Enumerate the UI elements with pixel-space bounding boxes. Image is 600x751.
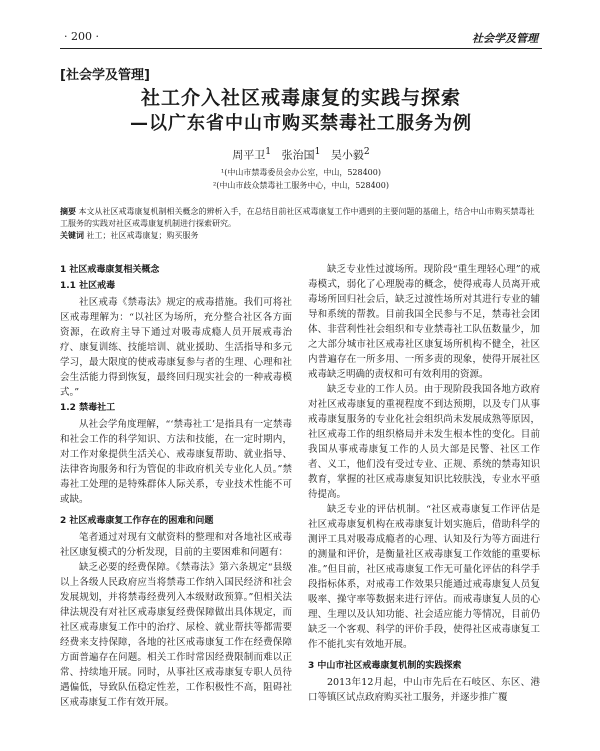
- journal-name: 社会学及管理: [472, 32, 538, 45]
- abstract-text: 本文从社区戒毒康复机制相关概念的辨析入手，在总结目前社区戒毒康复工作中遇到的主要问题的基础上，结合中山市购买禁毒社工服务的实践对社区戒毒康复机制进行探索研究。: [60, 207, 535, 228]
- paragraph: 缺乏专业的评估机制。“社区戒毒康复工作评估是社区戒毒康复机构在戒毒康复计划实施后，借助科学的测评工具对吸毒成瘾者的心理、认知及行为等方面进行的测量和评价，是衡量社区戒毒康复工作效能的重要标准。”但目前，社区戒毒康复工作无可量化评估的科学手段指标体系，对戒毒工作效果只能通过戒毒康复人员复吸率、操守率等数据来进行评估。而戒毒康复人员的心理、生理以及认知功能、社会适应能力等情况，目前仍缺乏一个客观、科学的评价手段，使得社区戒毒康复工作不能扎实有效地开展。: [308, 504, 540, 650]
- body-column-right: [308, 262, 540, 742]
- section-heading: 2 社区戒毒康复工作存在的困难和问题: [60, 516, 214, 526]
- running-header: [0, 30, 600, 44]
- column-tag: [社会学及管理]: [60, 68, 150, 83]
- article-subtitle: —以广东省中山市购买禁毒社工服务为例: [130, 113, 472, 134]
- paragraph: 从社会学角度理解，“‘禁毒社工’是指具有一定禁毒和社会工作的科学知识、方法和技能，在一定时期内，对工作对象提供生活关心、戒毒康复帮助、就业指导、法律咨询服务和行为管促的非政府机关专业化人员。”禁毒社工处理的是特殊群体人际关系，专业技术性能不可或缺。: [60, 419, 292, 505]
- paragraph: 缺乏专业的工作人员。由于现阶段我国各地方政府对社区戒毒康复的重视程度不到达预期，以及专门从事戒毒康复服务的专业化社会组织尚未发展成熟等原因，社区戒毒工作的组织格局并未发生根本性的变化。目前我国从事戒毒康复工作的人员大部是民警、社区工作者、义工，他们没有受过专业、正规、系统的禁毒知识教育，掌握的社区戒毒康复知识比较肤浅，专业水平亟待提高。: [308, 384, 540, 500]
- section-heading: 3 中山市社区戒毒康复机制的实践探索: [308, 661, 462, 671]
- subsection-heading: 1.2 禁毒社工: [60, 403, 116, 413]
- affiliations: [60, 166, 542, 192]
- paragraph: 社区戒毒《禁毒法》规定的戒毒措施。我们可将社区戒毒理解为：“以社区为场所，充分整合社区各方面资源，在政府主导下通过对吸毒成瘾人员开展戒毒治疗、康复训练、技能培训、就业援助、生活指导和多元学习，最大限度的使戒毒康复参与者的生理、心理和社会生活能力得到恢复，最终回归现实社会的一种戒毒模式。”: [60, 297, 292, 398]
- keywords-text: 社工；社区戒毒康复；购买服务: [86, 231, 199, 240]
- author-affil-mark: 1: [265, 146, 272, 157]
- title-block: [60, 86, 542, 136]
- abstract: [60, 206, 540, 242]
- keywords-label: 关键词: [60, 231, 84, 240]
- article-title: 社工介入社区戒毒康复的实践与探索: [140, 87, 461, 109]
- paragraph: 缺乏必要的经费保障。《禁毒法》第六条规定“县级以上各级人民政府应当将禁毒工作纳入国民经济和社会发展规划，并将禁毒经费列入本级财政预算。”但相关法律法规没有对社区戒毒康复经费保障做出具体规定，而社区戒毒康复工作中的治疗、尿检、就业帮扶等都需要经费来支持保障，各地的社区戒毒康复工作在经费保障方面普遍存在问题。相关工作时常因经费限制而难以正常、持续地开展。同时，从事社区戒毒康复专职人员待遇偏低，导致队伍稳定性差，工作积极性不高，阻碍社区戒毒康复工作有效开展。: [60, 562, 292, 708]
- author-name: 张治国: [281, 148, 315, 162]
- author-name: 周平卫: [232, 148, 266, 162]
- author-list: [60, 146, 542, 163]
- paragraph: 笔者通过对现有文献资料的整理和对各地社区戒毒社区康复模式的分析发现，目前的主要困难和问题有：: [60, 532, 292, 558]
- author-affil-mark: 1: [314, 146, 321, 157]
- paragraph: 2013年12月起，中山市先后在石岐区、东区、港口等镇区试点政府购买社工服务，并逐步推广覆: [308, 677, 540, 703]
- affiliation-1: ¹(中山市禁毒委员会办公室，中山，528400): [221, 168, 381, 177]
- paragraph: 缺乏专业性过渡场所。现阶段“重生理轻心理”的戒毒模式，弱化了心理脱毒的概念，使得戒毒人员离开戒毒场所回归社会后，缺乏过渡性场所对其进行专业的辅导和系统的帮教。目前我国全民参与不足，禁毒社会团体、非营利性社会组织和专业禁毒社工队伍数量少，加之大部分城市社区戒毒社区康复场所机构不健全，社区内普遍存在一所多用、一所多责的现象，使得开展社区戒毒缺乏明确的责权和可有效利用的资源。: [308, 264, 540, 380]
- header-rule: [60, 48, 542, 49]
- body-column-left: [60, 262, 292, 742]
- subsection-heading: 1.1 社区戒毒: [60, 281, 116, 291]
- section-heading: 1 社区戒毒康复相关概念: [60, 265, 160, 275]
- author-name: 吴小毅: [330, 148, 364, 162]
- affiliation-2: ²(中山市歧众禁毒社工服务中心，中山，528400): [213, 181, 389, 190]
- author-affil-mark: 2: [363, 146, 370, 157]
- page-number: · 200 ·: [64, 30, 99, 43]
- abstract-label: 摘要: [60, 207, 76, 216]
